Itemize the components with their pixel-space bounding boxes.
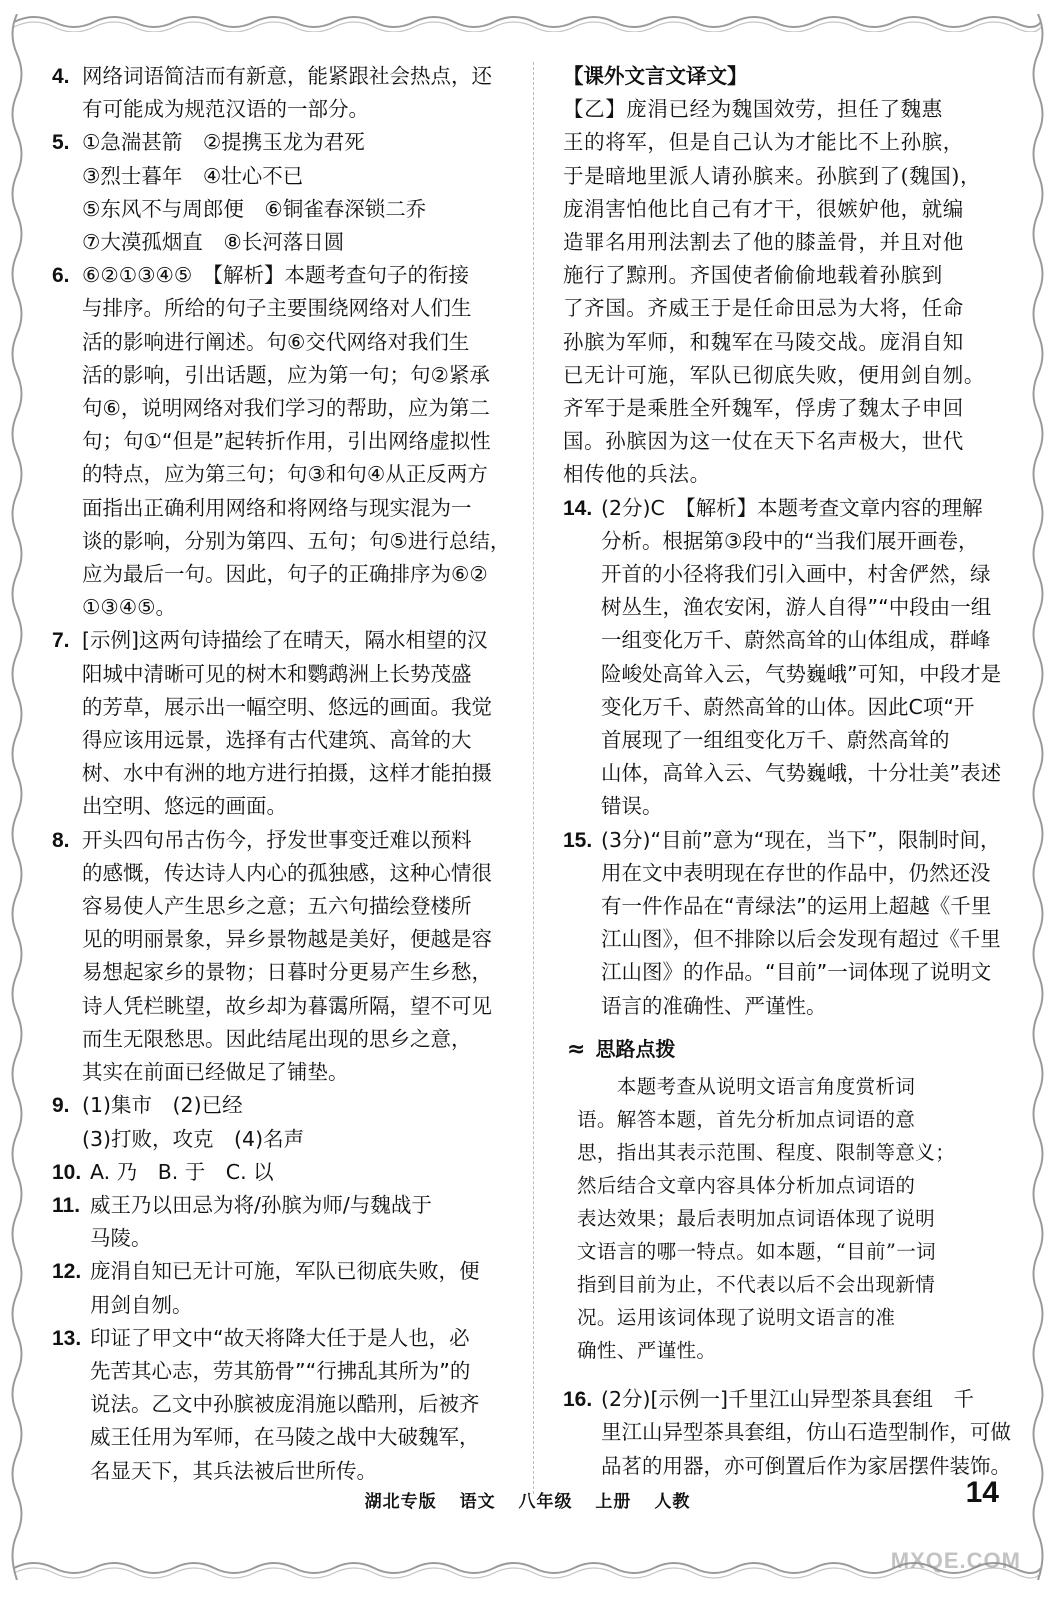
- text-line: 确性、严谨性。: [577, 1339, 717, 1363]
- text-line: 树、水中有洲的地方进行拍摄，这样才能拍摄: [82, 761, 492, 786]
- item-number: 5.: [52, 131, 70, 155]
- watermark-logo: MXQE.COM: [890, 1548, 1021, 1573]
- text-line: ③烈士暮年 ④壮心不已: [82, 163, 304, 188]
- text-line: 名显天下，其兵法被后世所传。: [90, 1458, 377, 1483]
- text-line: (1)集市 (2)已经: [82, 1093, 243, 1118]
- footer-publisher: 人教: [654, 1492, 691, 1512]
- text-line: 一组变化万千、蔚然高耸的山体组成，群峰: [601, 628, 991, 653]
- answer-item-12: [52, 1255, 507, 1321]
- answer-item-11: [52, 1189, 507, 1255]
- text-line: 的芳草，展示出一幅空明、悠远的画面。我觉: [82, 694, 492, 719]
- text-line: 况。运用该词体现了说明文语言的准: [577, 1306, 896, 1330]
- decorative-border-top: [14, 10, 1041, 32]
- text-line: 语。解答本题，首先分析加点词语的意: [577, 1108, 916, 1132]
- text-line: 国。孙膑因为这一仗在天下名声极大，世代: [563, 429, 964, 454]
- item-number: 14.: [563, 496, 593, 520]
- text-line: 开头四句吊古伤今，抒发世事变迁难以预料: [82, 827, 472, 852]
- text-line: 面指出正确利用网络和将网络与现实混为一: [82, 495, 472, 520]
- answer-body: [601, 492, 1018, 824]
- text-line: [示例]这两句诗描绘了在晴天，隔水相望的汉: [82, 628, 488, 653]
- text-line: 应为最后一句。因此，句子的正确排序为⑥②: [82, 562, 488, 587]
- item-number: 13.: [52, 1326, 82, 1350]
- text-line: 有可能成为规范汉语的一部分。: [82, 97, 369, 122]
- decorative-border-left: [8, 14, 26, 1580]
- answer-item-6: [52, 259, 511, 624]
- text-line: 江山图》的作品。“目前”一词体现了说明文: [601, 960, 992, 985]
- text-line: 已无计可施，军队已彻底失败，便用剑自刎。: [563, 362, 985, 387]
- footer-volume: 上册: [595, 1492, 632, 1512]
- text-line: 马陵。: [90, 1226, 152, 1251]
- answer-body: [82, 259, 510, 624]
- text-line: ⑤东风不与周郎便 ⑥铜雀春深锁二乔: [82, 196, 427, 221]
- translation-heading: 【课外文言文译文】: [563, 64, 748, 88]
- text-line: 与排序。所给的句子主要围绕网络对人们生: [82, 296, 472, 321]
- answer-item-15: [563, 824, 1018, 1023]
- answer-body: [90, 1189, 507, 1255]
- text-line: 其实在前面已经做足了铺垫。: [82, 1060, 349, 1085]
- text-line: 语言的准确性、严谨性。: [601, 993, 827, 1018]
- answer-body: [601, 824, 1018, 1023]
- answer-item-8: [52, 824, 507, 1090]
- answer-body: [90, 1255, 507, 1321]
- answer-item-9: [52, 1089, 507, 1155]
- answer-item-14: [563, 492, 1018, 824]
- text-line: A. 乃 B. 于 C. 以: [90, 1159, 274, 1184]
- answer-body: [601, 1383, 1018, 1483]
- text-line: 品茗的用器，亦可倒置后作为家居摆件装饰。: [601, 1453, 1011, 1478]
- text-line: 活的影响进行阐述。句⑥交代网络对我们生: [82, 329, 470, 354]
- text-line: 变化万千、蔚然高耸的山体。因此C项“开: [601, 694, 975, 719]
- item-number: 16.: [563, 1388, 593, 1412]
- answer-item-5: [52, 126, 507, 259]
- text-line: 了齐国。齐威王于是任命田忌为大将，任命: [563, 296, 964, 321]
- item-number: 6.: [52, 264, 70, 288]
- text-line: 而生无限愁思。因此结尾出现的思乡之意，: [82, 1026, 472, 1051]
- text-line: ⑥②①③④⑤ 【解析】本题考查句子的衔接: [82, 263, 470, 288]
- text-line: 句⑥，说明网络对我们学习的帮助，应为第二: [82, 396, 490, 421]
- footer-edition: 湖北专版: [364, 1492, 437, 1512]
- text-line: 阳城中清晰可见的树木和鹦鹉洲上长势茂盛: [82, 661, 472, 686]
- answer-item-16: [563, 1383, 1018, 1483]
- answer-body: [82, 624, 507, 823]
- item-number: 9.: [52, 1094, 70, 1118]
- text-line: 网络词语简洁而有新意，能紧跟社会热点，还: [82, 64, 492, 88]
- item-number: 11.: [52, 1193, 81, 1217]
- text-line: 造罪名用刑法割去了他的膝盖骨，并且对他: [563, 230, 964, 255]
- text-line: 易想起家乡的景物；日暮时分更易产生乡愁，: [82, 960, 492, 985]
- tip-body: [577, 1070, 1018, 1367]
- column-divider: [533, 62, 534, 1494]
- text-line: (3)打败，攻克 (4)名声: [82, 1126, 305, 1151]
- answer-body: [82, 60, 507, 126]
- item-number: 10.: [52, 1160, 82, 1184]
- text-line: 印证了甲文中“故天将降大任于是人也，必: [90, 1325, 470, 1350]
- text-line: 出空明、悠远的画面。: [82, 794, 287, 819]
- text-line: 活的影响，引出话题，应为第一句；句②紧承: [82, 362, 490, 387]
- translation-body: [563, 93, 1018, 491]
- text-line: (2分)C 【解析】本题考查文章内容的理解: [601, 495, 983, 520]
- text-line: 指到目前为止，不代表以后不会出现新情: [577, 1273, 936, 1297]
- item-number: 8.: [52, 828, 70, 852]
- text-line: 表达效果；最后表明加点词语体现了说明: [577, 1207, 936, 1231]
- text-line: 的感慨，传达诗人内心的孤独感，这种心情很: [82, 860, 492, 885]
- footer-grade: 八年级: [518, 1492, 573, 1512]
- text-line: 用剑自刎。: [90, 1292, 193, 1317]
- text-line: 思，指出其表示范围、程度、限制等意义；: [577, 1141, 956, 1165]
- text-line: 于是暗地里派人请孙膑来。孙膑到了(魏国)，: [563, 163, 982, 188]
- text-line: 王的将军，但是自己认为才能比不上孙膑，: [563, 130, 964, 155]
- text-line: 首展现了一组组变化万千、蔚然高耸的: [601, 728, 950, 753]
- text-line: 江山图》，但不排除以后会发现有超过《千里: [601, 927, 1001, 952]
- text-line: 山体，高耸入云、气势巍峨，十分壮美”表述: [601, 761, 1002, 786]
- text-line: 威王任用为军师，在马陵之战中大破魏军，: [90, 1425, 480, 1450]
- text-line: 【乙】庞涓已经为魏国效劳，担任了魏惠: [563, 97, 943, 122]
- footer-subject: 语文: [459, 1492, 496, 1512]
- tip-heading: [567, 1033, 1018, 1066]
- wave-icon: ≈: [567, 1036, 586, 1062]
- text-line: 庞涓自知已无计可施，军队已彻底失败，便: [90, 1259, 480, 1284]
- item-number: 4.: [52, 65, 70, 88]
- page-footer: [0, 1487, 1055, 1512]
- text-line: 树丛生，渔农安闲，游人自得”“中段由一组: [601, 595, 992, 620]
- answer-item-4: [52, 60, 507, 126]
- text-line: 容易使人产生思乡之意；五六句描绘登楼所: [82, 894, 472, 919]
- text-line: 威王乃以田忌为将/孙膑为师/与魏战于: [90, 1192, 432, 1217]
- text-line: (2分)[示例一]千里江山异型茶具套组 千: [601, 1387, 975, 1412]
- text-line: 有一件作品在“青绿法”的运用上超越《千里: [601, 894, 992, 919]
- text-line: 谈的影响，分别为第四、五句；句⑤进行总结，: [82, 528, 511, 553]
- left-column: [52, 60, 511, 1488]
- right-column: [563, 60, 1018, 1483]
- tip-title: 思路点拨: [595, 1036, 676, 1061]
- text-line: 文语言的哪一特点。如本题，“目前”一词: [577, 1240, 937, 1264]
- text-line: ①急湍甚箭 ②提携玉龙为君死: [82, 130, 365, 155]
- text-line: 相传他的兵法。: [563, 462, 711, 487]
- text-line: 庞涓害怕他比自己有才干，很嫉妒他，就编: [563, 196, 964, 221]
- answer-body: [82, 126, 507, 259]
- text-line: 齐军于是乘胜全歼魏军，俘虏了魏太子申回: [563, 396, 964, 421]
- answer-body: [82, 824, 507, 1090]
- page-number: 14: [965, 1476, 999, 1509]
- text-line: 错误。: [601, 794, 663, 819]
- text-line: ⑦大漠孤烟直 ⑧长河落日圆: [82, 230, 345, 255]
- text-line: (3分)“目前”意为“现在，当下”，限制时间，: [601, 827, 1001, 852]
- text-line: 得应该用远景，选择有古代建筑、高耸的大: [82, 728, 472, 753]
- text-line: 孙膑为军师，和魏军在马陵交战。庞涓自知: [563, 329, 964, 354]
- answer-body: [82, 1089, 507, 1155]
- answer-item-13: [52, 1322, 507, 1488]
- text-line: 施行了黥刑。齐国使者偷偷地载着孙膑到: [563, 263, 943, 288]
- text-line: 句；句①“但是”起转折作用，引出网络虚拟性: [82, 429, 491, 454]
- text-line: 开首的小径将我们引入画中，村舍俨然，绿: [601, 562, 991, 587]
- text-line: 里江山异型茶具套组，仿山石造型制作，可做: [601, 1420, 1011, 1445]
- text-line: 用在文中表明现在存世的作品中，仍然还没: [601, 860, 991, 885]
- decorative-border-right: [1029, 14, 1047, 1580]
- text-line: 险峻处高耸入云，气势巍峨”可知，中段才是: [601, 661, 1002, 686]
- text-line: 说法。乙文中孙膑被庞涓施以酷刑，后被齐: [90, 1392, 480, 1417]
- text-line: 本题考查从说明文语言角度赏析词: [577, 1075, 916, 1099]
- text-line: 的特点，应为第三句；句③和句④从正反两方: [82, 462, 488, 487]
- decorative-border-bottom: [14, 1558, 1041, 1582]
- answer-body: [90, 1322, 507, 1488]
- item-number: 12.: [52, 1260, 82, 1284]
- item-number: 15.: [563, 828, 593, 852]
- text-line: 分析。根据第③段中的“当我们展开画卷，: [601, 528, 979, 553]
- text-line: 见的明丽景象，异乡景物越是美好，便越是容: [82, 927, 492, 952]
- text-line: 先苦其心志，劳其筋骨”“行拂乱其所为”的: [90, 1358, 471, 1383]
- item-number: 7.: [52, 629, 70, 653]
- answer-body: [90, 1156, 507, 1189]
- answer-item-10: [52, 1156, 507, 1189]
- text-line: 然后结合文章内容具体分析加点词语的: [577, 1174, 916, 1198]
- answer-item-7: [52, 624, 507, 823]
- text-line: 诗人凭栏眺望，故乡却为暮霭所隔，望不可见: [82, 993, 492, 1018]
- text-line: ①③④⑤。: [82, 595, 177, 620]
